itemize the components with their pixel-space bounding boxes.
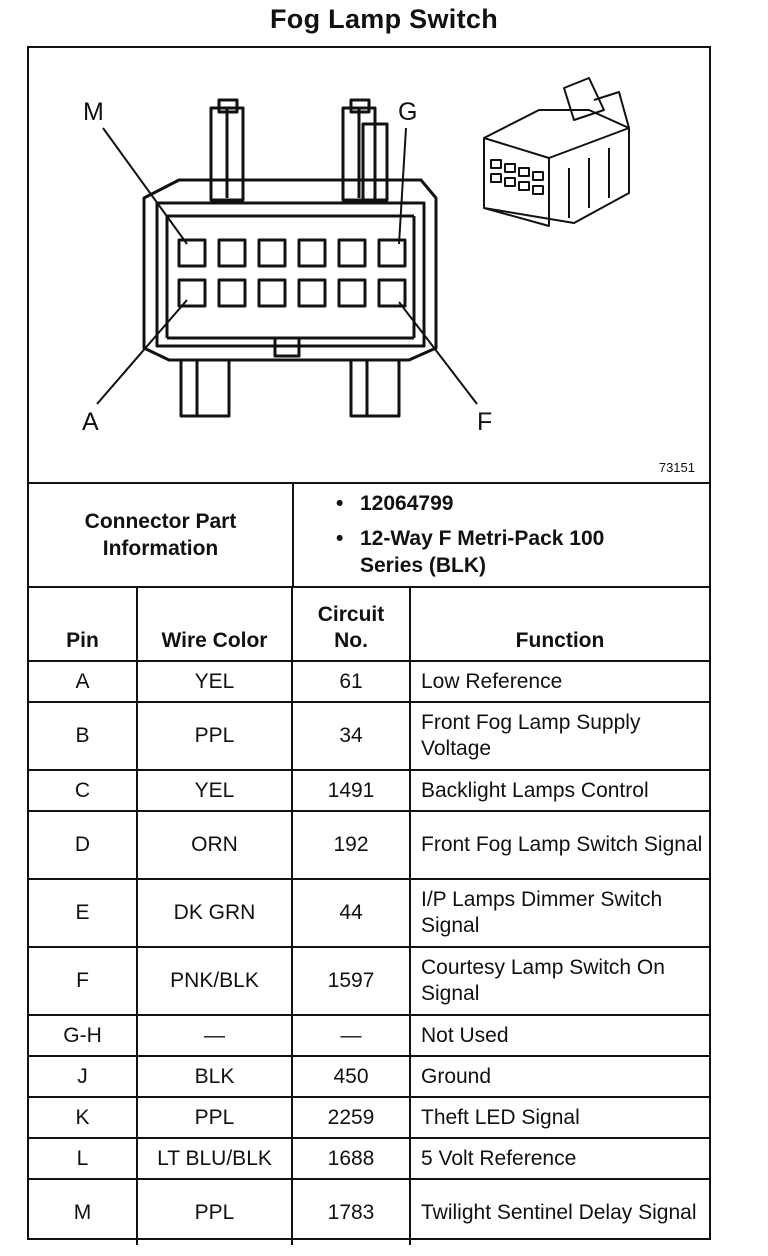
connector-info-values bbox=[294, 490, 704, 587]
bullet-icon: • bbox=[336, 527, 344, 550]
table-row bbox=[29, 811, 709, 879]
cell-circuit: 34 bbox=[292, 702, 410, 770]
cell-circuit: 2259 bbox=[292, 1097, 410, 1138]
cell-wire-color: PPL bbox=[137, 1179, 292, 1245]
cell-circuit: 450 bbox=[292, 1056, 410, 1097]
cell-circuit: 44 bbox=[292, 879, 410, 947]
cell-function: Twilight Sentinel Delay Signal bbox=[410, 1179, 709, 1245]
table-row bbox=[29, 947, 709, 1015]
cell-pin: G-H bbox=[29, 1015, 137, 1056]
cell-function: I/P Lamps Dimmer Switch Signal bbox=[410, 879, 709, 947]
cell-function: 5 Volt Reference bbox=[410, 1138, 709, 1179]
cell-pin: E bbox=[29, 879, 137, 947]
cell-function: Low Reference bbox=[410, 661, 709, 702]
cell-pin: J bbox=[29, 1056, 137, 1097]
callout-m: M bbox=[83, 98, 104, 126]
header-pin: Pin bbox=[29, 588, 137, 661]
table-row bbox=[29, 1138, 709, 1179]
callout-a: A bbox=[82, 408, 99, 436]
callout-g: G bbox=[398, 98, 418, 126]
cell-circuit: 61 bbox=[292, 661, 410, 702]
cell-wire-color: YEL bbox=[137, 770, 292, 811]
bullet-icon: • bbox=[336, 492, 344, 515]
cell-pin: B bbox=[29, 702, 137, 770]
table-row bbox=[29, 1179, 709, 1245]
cell-function: Backlight Lamps Control bbox=[410, 770, 709, 811]
connector-face-drawing bbox=[29, 48, 709, 482]
table-header-row bbox=[29, 588, 709, 661]
connector-diagram bbox=[29, 48, 709, 482]
table-row bbox=[29, 770, 709, 811]
cell-wire-color: PPL bbox=[137, 702, 292, 770]
cell-pin: M bbox=[29, 1179, 137, 1245]
table-row bbox=[29, 702, 709, 770]
table-row bbox=[29, 879, 709, 947]
cell-wire-color: PNK/BLK bbox=[137, 947, 292, 1015]
header-wire-color: Wire Color bbox=[137, 588, 292, 661]
cell-wire-color: YEL bbox=[137, 661, 292, 702]
connector-part-info bbox=[29, 482, 709, 588]
cell-function: Ground bbox=[410, 1056, 709, 1097]
cell-circuit: 1688 bbox=[292, 1138, 410, 1179]
cell-wire-color: LT BLU/BLK bbox=[137, 1138, 292, 1179]
cell-function: Not Used bbox=[410, 1015, 709, 1056]
table-row bbox=[29, 1056, 709, 1097]
cell-wire-color: ORN bbox=[137, 811, 292, 879]
header-function: Function bbox=[410, 588, 709, 661]
cell-wire-color: BLK bbox=[137, 1056, 292, 1097]
cell-pin: A bbox=[29, 661, 137, 702]
cell-pin: D bbox=[29, 811, 137, 879]
cell-pin: F bbox=[29, 947, 137, 1015]
table-row bbox=[29, 1015, 709, 1056]
connector-type: 12-Way F Metri-Pack 100 Series (BLK) bbox=[360, 527, 605, 577]
cell-circuit: 192 bbox=[292, 811, 410, 879]
page-title: Fog Lamp Switch bbox=[269, 4, 498, 34]
connector-sheet bbox=[27, 46, 711, 1240]
callout-f: F bbox=[477, 408, 493, 436]
cell-function: Front Fog Lamp Supply Voltage bbox=[410, 702, 709, 770]
cell-pin: K bbox=[29, 1097, 137, 1138]
connector-info-label: Connector Part Information bbox=[29, 484, 294, 586]
pinout-table bbox=[29, 588, 709, 1245]
cell-function: Theft LED Signal bbox=[410, 1097, 709, 1138]
header-circuit-no: Circuit No. bbox=[292, 588, 410, 661]
table-row bbox=[29, 1097, 709, 1138]
cell-wire-color: PPL bbox=[137, 1097, 292, 1138]
cell-pin: C bbox=[29, 770, 137, 811]
part-number: 12064799 bbox=[360, 492, 454, 515]
cell-circuit: 1783 bbox=[292, 1179, 410, 1245]
connector-info-item bbox=[336, 525, 704, 579]
cell-function: Courtesy Lamp Switch On Signal bbox=[410, 947, 709, 1015]
cell-wire-color: — bbox=[137, 1015, 292, 1056]
cell-circuit: 1491 bbox=[292, 770, 410, 811]
table-row bbox=[29, 661, 709, 702]
cell-circuit: 1597 bbox=[292, 947, 410, 1015]
diagram-number: 73151 bbox=[658, 460, 695, 475]
connector-info-item bbox=[336, 490, 704, 517]
cell-function: Front Fog Lamp Switch Signal bbox=[410, 811, 709, 879]
cell-pin: L bbox=[29, 1138, 137, 1179]
cell-wire-color: DK GRN bbox=[137, 879, 292, 947]
cell-circuit: — bbox=[292, 1015, 410, 1056]
